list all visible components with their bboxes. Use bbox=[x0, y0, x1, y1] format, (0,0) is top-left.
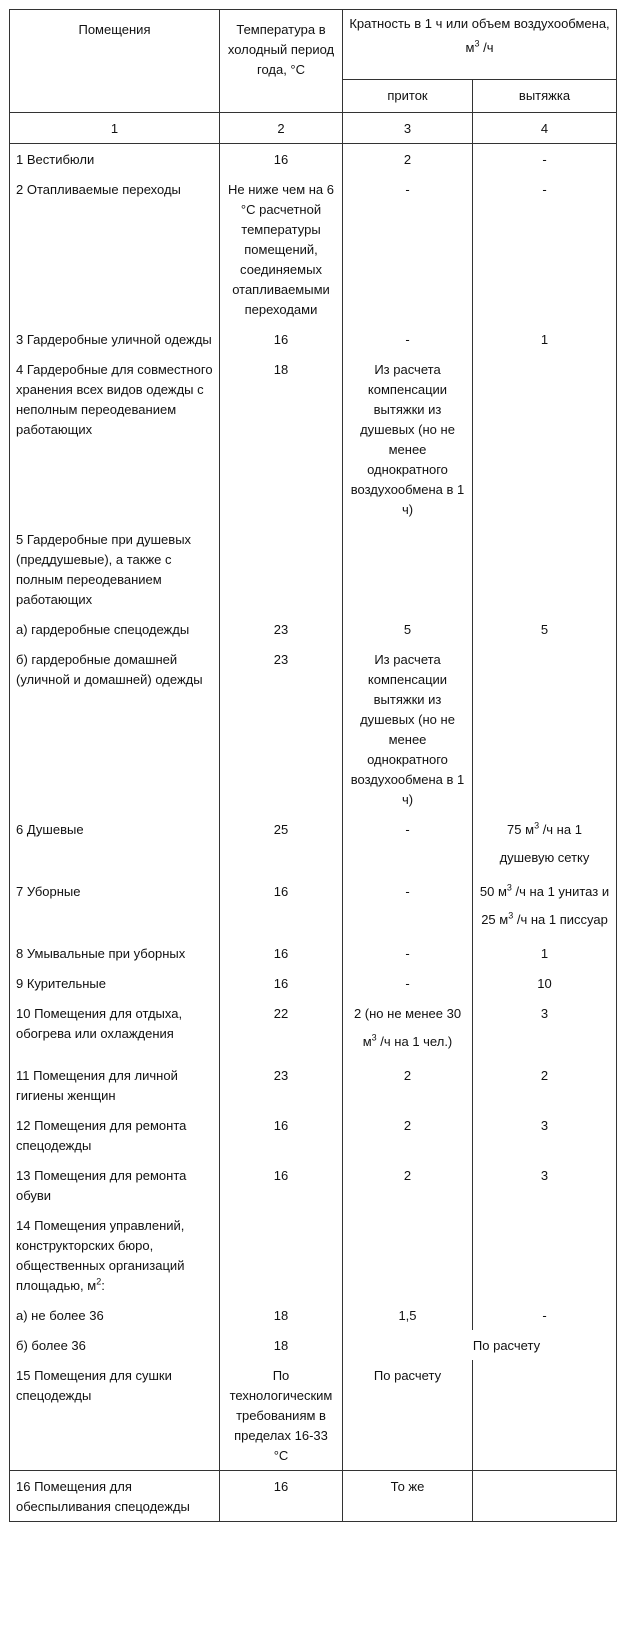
exhaust-cell: 75 $м^3$ /ч на 1 душевую сетку bbox=[473, 814, 617, 876]
col-number: 1 bbox=[10, 113, 220, 144]
temp-cell: 22 bbox=[220, 998, 343, 1060]
header-premises: Помещения bbox=[10, 10, 220, 113]
premises-cell: 16 Помещения для обеспыливания спецодежды bbox=[10, 1471, 220, 1522]
supply-cell: - bbox=[343, 814, 473, 876]
supply-cell: 2 bbox=[343, 1110, 473, 1160]
premises-cell: 2 Отапливаемые переходы bbox=[10, 174, 220, 324]
table-row bbox=[10, 998, 617, 1060]
table-row bbox=[10, 876, 617, 938]
premises-cell: а) не более 36 bbox=[10, 1300, 220, 1330]
exhaust-cell: 3 bbox=[473, 998, 617, 1060]
header-row bbox=[10, 10, 617, 80]
premises-cell: 15 Помещения для сушки спецодежды bbox=[10, 1360, 220, 1471]
temp-cell: 23 bbox=[220, 614, 343, 644]
header-temperature: Температура в холодный период года, °С bbox=[220, 10, 343, 113]
col-number: 4 bbox=[473, 113, 617, 144]
temp-cell: 16 bbox=[220, 324, 343, 354]
exhaust-cell: - bbox=[473, 174, 617, 324]
exhaust-cell: 50 $м^3$ /ч на 1 унитаз и 25 $м^3$ /ч на 1 писсуар bbox=[473, 876, 617, 938]
temp-cell bbox=[220, 1210, 343, 1300]
exhaust-cell: 1 bbox=[473, 324, 617, 354]
header-air-exchange: Кратность в 1 ч или объем воздухообмена, $м^3$ /ч bbox=[343, 10, 617, 80]
exhaust-cell: 3 bbox=[473, 1110, 617, 1160]
premises-cell: 7 Уборные bbox=[10, 876, 220, 938]
header-exhaust: вытяжка bbox=[473, 79, 617, 112]
temp-cell: 16 bbox=[220, 1160, 343, 1210]
exhaust-cell bbox=[473, 524, 617, 614]
supply-cell: 5 bbox=[343, 614, 473, 644]
supply-cell: То же bbox=[343, 1471, 473, 1522]
table-row bbox=[10, 1110, 617, 1160]
temp-cell bbox=[220, 524, 343, 614]
temp-cell: Не ниже чем на 6 °С расчетной температуры помещений, соединяемых отапливаемыми переходами bbox=[220, 174, 343, 324]
supply-cell: По расчету bbox=[343, 1360, 473, 1471]
supply-exhaust-cell: По расчету bbox=[343, 1330, 617, 1360]
temp-cell: 16 bbox=[220, 1471, 343, 1522]
temp-cell: 16 bbox=[220, 876, 343, 938]
supply-cell: 2 bbox=[343, 1060, 473, 1110]
col-number: 3 bbox=[343, 113, 473, 144]
temp-cell: 18 bbox=[220, 354, 343, 524]
exhaust-cell: 2 bbox=[473, 1060, 617, 1110]
premises-cell: б) более 36 bbox=[10, 1330, 220, 1360]
table-row bbox=[10, 1471, 617, 1522]
table-row bbox=[10, 174, 617, 324]
supply-cell: - bbox=[343, 938, 473, 968]
col-number: 2 bbox=[220, 113, 343, 144]
premises-cell: 9 Курительные bbox=[10, 968, 220, 998]
premises-cell: 6 Душевые bbox=[10, 814, 220, 876]
table-row bbox=[10, 644, 617, 814]
premises-cell: 11 Помещения для личной гигиены женщин bbox=[10, 1060, 220, 1110]
table-row bbox=[10, 1160, 617, 1210]
exhaust-cell bbox=[473, 1471, 617, 1522]
table-row bbox=[10, 1060, 617, 1110]
temp-cell: 18 bbox=[220, 1300, 343, 1330]
premises-cell: а) гардеробные спецодежды bbox=[10, 614, 220, 644]
header-supply: приток bbox=[343, 79, 473, 112]
table-row bbox=[10, 1210, 617, 1300]
temp-cell: 16 bbox=[220, 968, 343, 998]
table-row bbox=[10, 938, 617, 968]
table-row bbox=[10, 968, 617, 998]
premises-cell: 12 Помещения для ремонта спецодежды bbox=[10, 1110, 220, 1160]
premises-cell: 14 Помещения управлений, конструкторских бюро, общественных организаций площадью, $м^2$: bbox=[10, 1210, 220, 1300]
table-row bbox=[10, 354, 617, 524]
exhaust-cell: 10 bbox=[473, 968, 617, 998]
premises-cell: 1 Вестибюли bbox=[10, 144, 220, 175]
table-row bbox=[10, 1360, 617, 1471]
temp-cell: По технологическим требованиям в пределах 16-33 °С bbox=[220, 1360, 343, 1471]
exhaust-cell: - bbox=[473, 144, 617, 175]
supply-cell: - bbox=[343, 876, 473, 938]
temp-cell: 25 bbox=[220, 814, 343, 876]
table-row bbox=[10, 614, 617, 644]
temp-cell: 23 bbox=[220, 1060, 343, 1110]
table-row bbox=[10, 324, 617, 354]
premises-cell: 5 Гардеробные при душевых (преддушевые), а также с полным переодеванием работающих bbox=[10, 524, 220, 614]
premises-cell: 3 Гардеробные уличной одежды bbox=[10, 324, 220, 354]
temp-cell: 16 bbox=[220, 1110, 343, 1160]
exhaust-cell bbox=[473, 1360, 617, 1471]
table-row bbox=[10, 814, 617, 876]
exhaust-cell: 5 bbox=[473, 614, 617, 644]
exhaust-cell bbox=[473, 1210, 617, 1300]
table-row bbox=[10, 144, 617, 175]
temp-cell: 16 bbox=[220, 144, 343, 175]
exhaust-cell bbox=[473, 644, 617, 814]
supply-cell: 2 bbox=[343, 144, 473, 175]
supply-cell bbox=[343, 524, 473, 614]
exhaust-cell: 3 bbox=[473, 1160, 617, 1210]
premises-cell: 8 Умывальные при уборных bbox=[10, 938, 220, 968]
exhaust-cell bbox=[473, 354, 617, 524]
premises-cell: б) гардеробные домашней (уличной и домашней) одежды bbox=[10, 644, 220, 814]
column-numbers-row bbox=[10, 113, 617, 144]
temp-cell: 23 bbox=[220, 644, 343, 814]
temp-cell: 18 bbox=[220, 1330, 343, 1360]
supply-cell: 2 bbox=[343, 1160, 473, 1210]
ventilation-table bbox=[9, 9, 617, 1522]
premises-cell: 4 Гардеробные для совместного хранения всех видов одежды с неполным переодеванием работающих bbox=[10, 354, 220, 524]
table-row bbox=[10, 1330, 617, 1360]
premises-cell: 10 Помещения для отдыха, обогрева или охлаждения bbox=[10, 998, 220, 1060]
supply-cell bbox=[343, 1210, 473, 1300]
temp-cell: 16 bbox=[220, 938, 343, 968]
supply-cell: - bbox=[343, 174, 473, 324]
supply-cell: Из расчета компенсации вытяжки из душевых (но не менее однократного воздухообмена в 1 ч) bbox=[343, 644, 473, 814]
supply-cell: 1,5 bbox=[343, 1300, 473, 1330]
exhaust-cell: - bbox=[473, 1300, 617, 1330]
supply-cell: 2 (но не менее 30 $м^3$ /ч на 1 чел.) bbox=[343, 998, 473, 1060]
table-row bbox=[10, 1300, 617, 1330]
supply-cell: - bbox=[343, 968, 473, 998]
premises-cell: 13 Помещения для ремонта обуви bbox=[10, 1160, 220, 1210]
table-row bbox=[10, 524, 617, 614]
supply-cell: Из расчета компенсации вытяжки из душевых (но не менее однократного воздухообмена в 1 ч) bbox=[343, 354, 473, 524]
exhaust-cell: 1 bbox=[473, 938, 617, 968]
supply-cell: - bbox=[343, 324, 473, 354]
